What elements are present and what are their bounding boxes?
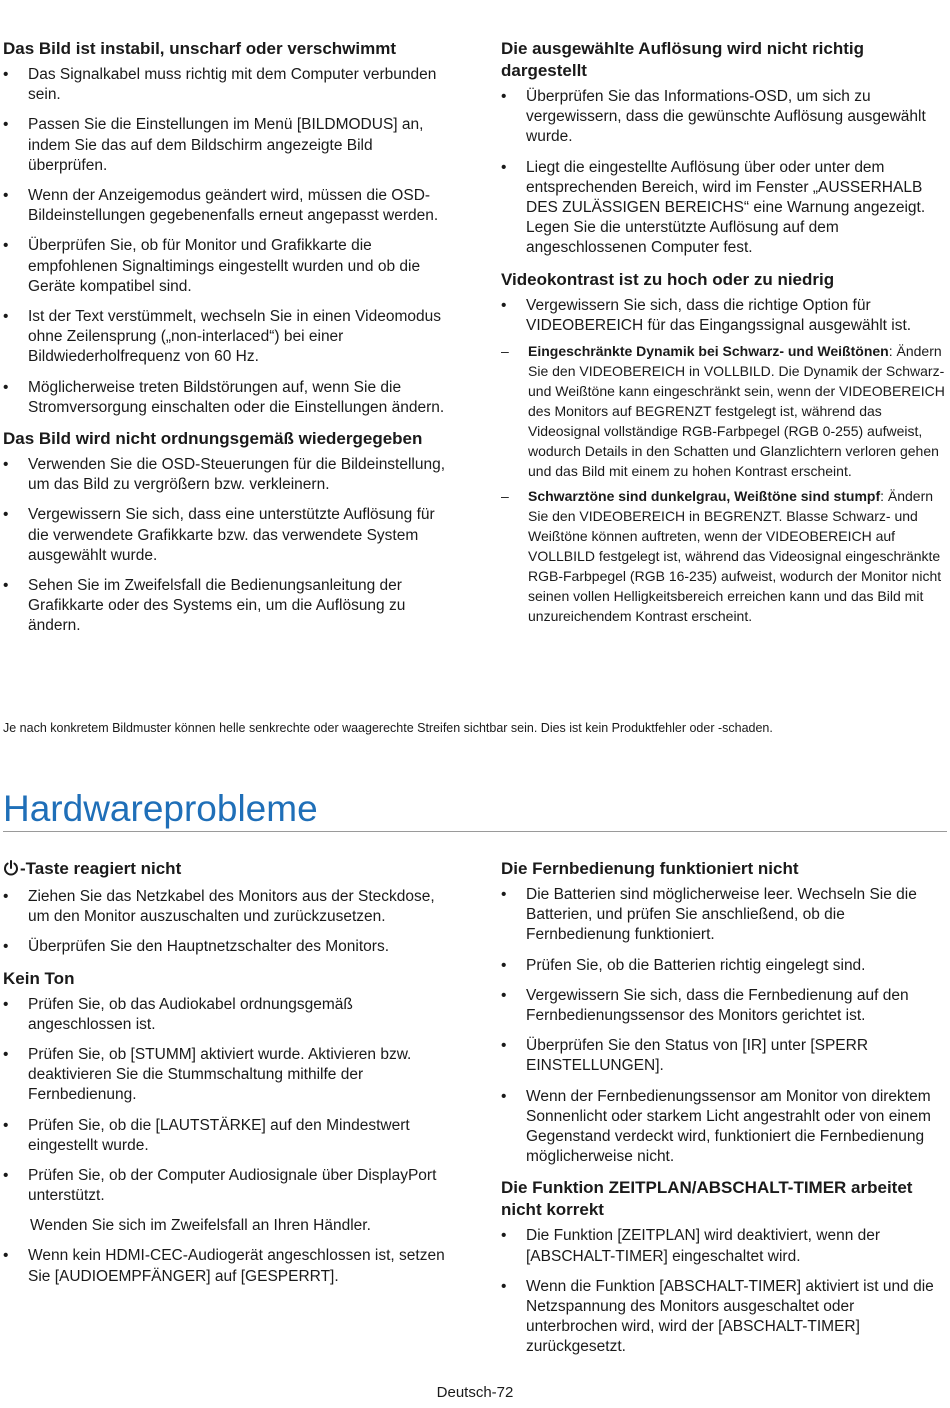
list-item: • Die Batterien sind möglicherweise leer. Wechseln Sie die Batterien, und prüfen Sie anschließend, ob die Fernbedienung funktioniert. <box>501 885 947 946</box>
dash-item-text: : Ändern Sie den VIDEOBEREICH in BEGRENZT. Blasse Schwarz- und Weißtöne können auftreten, wenn der VIDEOBEREICH auf VOLLBILD festgelegt ist, während das Videosignal eingeschränkte RGB-Farbpegel (RGB 16-235) aufweist, wodurch der Monitor nicht seinen vollen Helligkeitsbereich erreichen kann und das Bild mit unzureichendem Kontrast erscheint. <box>528 488 942 625</box>
list-item: • Überprüfen Sie das Informations-OSD, um sich zu vergewissern, dass die gewünschte Auflösung ausgewählt wurde. <box>501 87 947 148</box>
footnote: Je nach konkretem Bildmuster können helle senkrechte oder waagerechte Streifen sichtbar sein. Dies ist kein Produktfehler oder -schaden. <box>3 721 773 735</box>
list-item: • Vergewissern Sie sich, dass die Fernbedienung auf den Fernbedienungssensor des Monitors gerichtet ist. <box>501 986 947 1026</box>
section-heading: Die Funktion ZEITPLAN/ABSCHALT-TIMER arbeitet nicht korrekt <box>501 1178 913 1220</box>
list-item: • Wenn der Fernbedienungssensor am Monitor von direktem Sonnenlicht oder starkem Licht angestrahlt oder von einem Gegenstand verdeckt wird, funktioniert die Fernbedienung möglicherweise nicht. <box>501 1087 947 1168</box>
list-item: • Ist der Text verstümmelt, wechseln Sie in einen Videomodus ohne Zeilensprung („non-interlaced“) bei einer Bildwiederholfrequenz von 60 Hz. <box>3 307 455 368</box>
bullet-list <box>3 887 455 958</box>
section-heading-text: -Taste reagiert nicht <box>20 859 182 878</box>
list-item: • Das Signalkabel muss richtig mit dem Computer verbunden sein. <box>3 65 455 105</box>
section-unstable-image <box>3 38 455 418</box>
bullet-list <box>501 296 947 336</box>
section-heading: Videokontrast ist zu hoch oder zu niedrig <box>501 269 835 289</box>
title-divider <box>3 831 947 832</box>
power-icon <box>3 860 19 882</box>
list-item: • Liegt die eingestellte Auflösung über oder unter dem entsprechenden Bereich, wird im Fenster „AUSSERHALB DES ZULÄSSIGEN BEREICHS“ eine Warnung angezeigt. Legen Sie die unterstützte Auflösung auf dem angeschlossenen Computer fest. <box>501 158 947 259</box>
section-remote-control <box>501 858 947 1167</box>
list-item: • Wenn die Funktion [ABSCHALT-TIMER] aktiviert ist und die Netzspannung des Monitors ausgeschaltet oder unterbrochen wird, wird der [ABSCHALT-TIMER] zurückgesetzt. <box>501 1277 947 1358</box>
list-item <box>501 296 947 336</box>
column-right-bottom <box>501 858 947 1368</box>
section-heading: Kein Ton <box>3 968 75 988</box>
list-item: • Die Funktion [ZEITPLAN] wird deaktiviert, wenn der [ABSCHALT-TIMER] eingeschaltet wird. <box>501 1226 947 1266</box>
section-schedule-timer <box>501 1177 947 1357</box>
list-item: • Passen Sie die Einstellungen im Menü [BILDMODUS] an, indem Sie das auf dem Bildschirm angezeigte Bild überprüfen. <box>3 115 455 176</box>
dash-item-title: Schwarztöne sind dunkelgrau, Weißtöne sind stumpf <box>528 488 881 505</box>
bullet-list <box>3 995 455 1207</box>
dash-list <box>501 341 947 626</box>
section-image-not-displayed <box>3 428 455 637</box>
dash-item-title: Eingeschränkte Dynamik bei Schwarz- und Weißtönen <box>528 343 889 360</box>
list-item: • Möglicherweise treten Bildstörungen auf, wenn Sie die Stromversorgung einschalten oder die Einstellungen ändern. <box>3 378 455 418</box>
page-title: Hardwareprobleme <box>3 788 318 829</box>
section-heading <box>3 858 455 882</box>
dash-item <box>501 341 947 481</box>
bullet-list <box>501 87 947 259</box>
list-item: • Überprüfen Sie den Hauptnetzschalter des Monitors. <box>3 937 455 957</box>
section-heading: Das Bild wird nicht ordnungsgemäß wiedergegeben <box>3 429 423 449</box>
list-item: • Vergewissern Sie sich, dass eine unterstützte Auflösung für die verwendete Grafikkarte bzw. das verwendete System ausgewählt wurde. <box>3 505 455 566</box>
note-text: Wenden Sie sich im Zweifelsfall an Ihren Händler. <box>30 1217 371 1235</box>
bullet-list <box>3 455 455 637</box>
list-item-text: Vergewissern Sie sich, dass die richtige Option für VIDEOBEREICH für das Eingangssignal ausgewählt ist. <box>526 296 912 334</box>
column-right-top <box>501 38 947 634</box>
list-item: • Überprüfen Sie den Status von [IR] unter [SPERR EINSTELLUNGEN]. <box>501 1036 947 1076</box>
section-heading: Die ausgewählte Auflösung wird nicht richtig dargestellt <box>501 39 865 80</box>
page-number: Deutsch-72 <box>436 1384 514 1401</box>
section-heading: Das Bild ist instabil, unscharf oder verschwimmt <box>3 39 396 58</box>
bullet-list <box>501 885 947 1167</box>
bullet-list <box>501 1226 947 1357</box>
list-item: • Überprüfen Sie, ob für Monitor und Grafikkarte die empfohlenen Signaltimings eingestellt wurden und ob die Geräte kompatibel sind. <box>3 236 455 297</box>
list-item: • Wenn der Anzeigemodus geändert wird, müssen die OSD-Bildeinstellungen gegebenenfalls erneut angepasst werden. <box>3 186 455 226</box>
section-power-button <box>3 858 455 958</box>
bullet-list <box>3 65 455 418</box>
column-left-top <box>3 38 455 647</box>
list-item: • Verwenden Sie die OSD-Steuerungen für die Bildeinstellung, um das Bild zu vergrößern bzw. verkleinern. <box>3 455 455 495</box>
section-resolution <box>501 38 947 259</box>
dash-item <box>501 486 947 626</box>
list-item: • Wenn kein HDMI-CEC-Audiogerät angeschlossen ist, setzen Sie [AUDIOEMPFÄNGER] auf [GESPERRT]. <box>3 1246 455 1286</box>
section-no-sound <box>3 968 455 1287</box>
dash-item-text: : Ändern Sie den VIDEOBEREICH in VOLLBILD. Die Dynamik der Schwarz- und Weißtöne kann eingeschränkt sein, wenn der VIDEOBEREICH des Monitors auf BEGRENZT festgelegt ist, während das Videosignal vollständige RGB-Farbpegel (RGB 0-255) aufweist, wodurch Details in den Schatten und Glanzlichtern verloren gehen und das Bild mit einem zu hohen Kontrast erscheint. <box>528 343 945 480</box>
list-item: • Ziehen Sie das Netzkabel des Monitors aus der Steckdose, um den Monitor auszuschalten und zurückzusetzen. <box>3 887 455 927</box>
section-heading: Die Fernbedienung funktioniert nicht <box>501 859 799 878</box>
list-item: • Prüfen Sie, ob das Audiokabel ordnungsgemäß angeschlossen ist. <box>3 995 455 1035</box>
column-left-bottom <box>3 858 455 1297</box>
list-item: • Sehen Sie im Zweifelsfall die Bedienungsanleitung der Grafikkarte oder des Systems ein, um die Auflösung zu ändern. <box>3 576 455 637</box>
list-item: • Prüfen Sie, ob [STUMM] aktiviert wurde. Aktivieren bzw. deaktivieren Sie die Stummschaltung mithilfe der Fernbedienung. <box>3 1045 455 1106</box>
bullet-list <box>3 1246 455 1286</box>
list-item: • Prüfen Sie, ob die Batterien richtig eingelegt sind. <box>501 956 947 976</box>
list-item: • Prüfen Sie, ob die [LAUTSTÄRKE] auf den Mindestwert eingestellt wurde. <box>3 1116 455 1156</box>
list-item: • Prüfen Sie, ob der Computer Audiosignale über DisplayPort unterstützt. <box>3 1166 455 1206</box>
section-video-contrast <box>501 269 947 626</box>
